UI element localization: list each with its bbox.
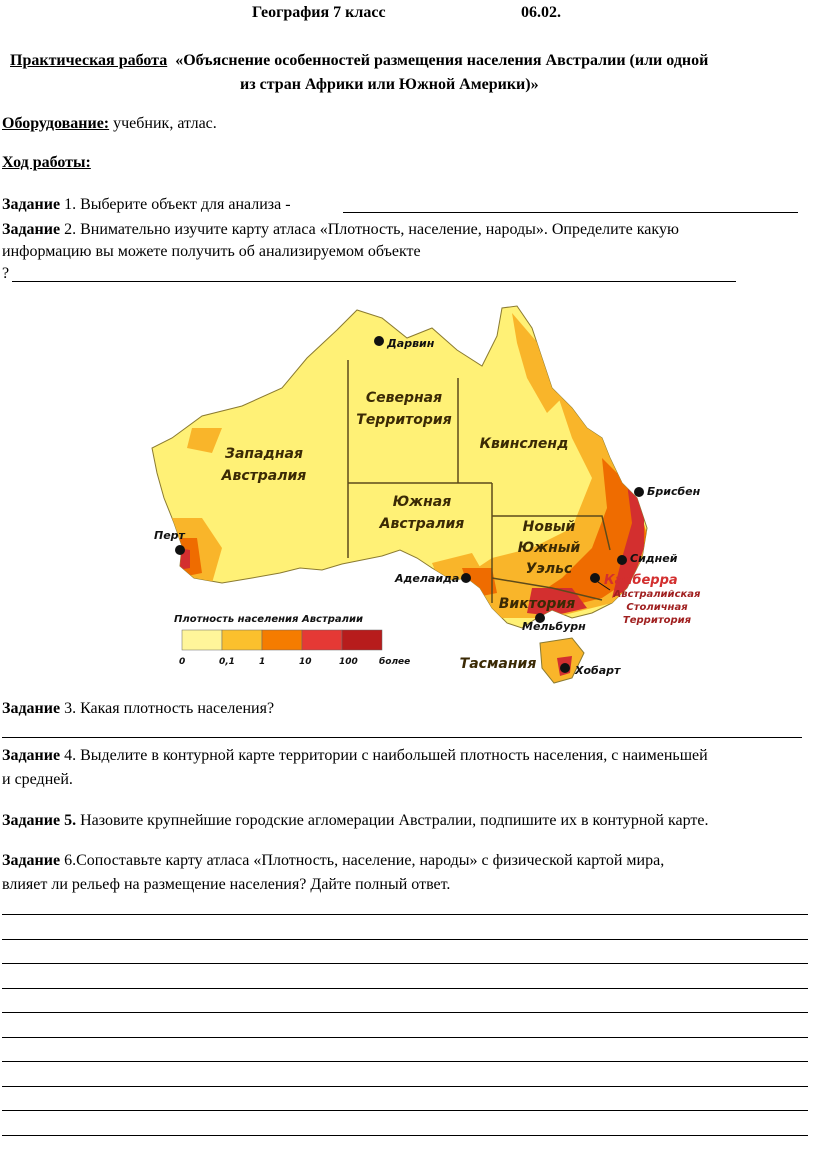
task-1-text: 1. Выберите объект для анализа -	[64, 196, 291, 213]
region-northern-territory-2: Территория	[356, 412, 452, 428]
act-label-2: Столичная	[626, 602, 688, 613]
act-label-3: Территория	[622, 615, 692, 626]
legend-tick: 0,1	[219, 657, 235, 667]
answer-line[interactable]	[2, 963, 808, 964]
procedure-label: Ход работы:	[2, 154, 91, 171]
region-tasmania: Тасмания	[459, 656, 537, 672]
answer-line[interactable]	[2, 939, 808, 940]
city-dot-perth	[175, 545, 185, 555]
legend-swatch	[182, 630, 222, 650]
answer-line[interactable]	[2, 1037, 808, 1038]
act-label-1: Австралийская	[613, 589, 701, 600]
work-title-line1	[10, 52, 708, 70]
task-3	[2, 700, 274, 718]
region-nsw: Новый	[522, 519, 576, 535]
task-3-answer-line[interactable]	[2, 737, 802, 738]
task-2-label: Задание	[2, 221, 61, 238]
work-title-prefix: Практическая работа	[10, 52, 168, 69]
legend-swatches	[182, 630, 382, 650]
task-6-text2: влияет ли рельеф на размещение населения? Дайте полный ответ.	[2, 876, 451, 893]
task-5	[2, 812, 709, 830]
city-dot-darwin	[374, 336, 384, 346]
city-dot-sydney	[617, 555, 627, 565]
work-title-line2: из стран Африки или Южной Америки)»	[240, 76, 539, 93]
city-dot-hobart	[560, 663, 570, 673]
task-6-label: Задание	[2, 852, 61, 869]
task-2-text2: информацию вы можете получить об анализируемом объекте	[2, 243, 421, 260]
answer-line[interactable]	[2, 1135, 808, 1136]
task-4-text2: и средней.	[2, 771, 73, 788]
task-3-label: Задание	[2, 700, 61, 717]
task-4-line1	[2, 747, 708, 765]
work-title-text: «Объяснение особенностей размещения населения Австралии (или одной	[175, 52, 709, 69]
region-northern-territory: Северная	[365, 390, 443, 406]
equipment-line	[2, 115, 217, 133]
task-1	[2, 196, 291, 214]
task-2-text1: 2. Внимательно изучите карту атласа «Плотность, население, народы». Определите какую	[64, 221, 679, 238]
legend-swatch	[342, 630, 382, 650]
equipment-label: Оборудование:	[2, 115, 110, 132]
city-sydney: Сидней	[630, 552, 678, 565]
task-1-answer-line[interactable]	[343, 212, 798, 213]
australia-density-map	[132, 288, 740, 698]
task-2-line1	[2, 221, 679, 239]
city-perth: Перт	[154, 529, 185, 542]
legend-tick: 100	[339, 657, 358, 667]
subject-heading: География 7 класс	[252, 4, 386, 21]
answer-line[interactable]	[2, 1061, 808, 1062]
legend-swatch	[302, 630, 342, 650]
date-heading: 06.02.	[521, 4, 561, 21]
task-3-text: 3. Какая плотность населения?	[64, 700, 275, 717]
task-5-label: Задание 5.	[2, 812, 77, 829]
legend-title: Плотность населения Австралии	[174, 614, 363, 625]
answer-line[interactable]	[2, 914, 808, 915]
city-darwin: Дарвин	[387, 337, 435, 350]
task-2-text3: ?	[2, 265, 10, 282]
region-nsw-3: Уэльс	[525, 561, 573, 577]
city-canberra: Канберра	[604, 573, 678, 588]
city-brisbane: Брисбен	[647, 485, 701, 498]
region-victoria: Виктория	[498, 596, 576, 612]
region-nsw-2: Южный	[517, 540, 581, 556]
legend-tick: 10	[299, 657, 312, 667]
answer-line[interactable]	[2, 1012, 808, 1013]
city-dot-adelaide	[461, 573, 471, 583]
city-dot-brisbane	[634, 487, 644, 497]
legend-swatch	[262, 630, 302, 650]
answer-line[interactable]	[2, 1086, 808, 1087]
task-6-text1: 6.Сопоставьте карту атласа «Плотность, население, народы» с физической картой мира,	[64, 852, 665, 869]
city-melbourne: Мельбурн	[522, 620, 586, 633]
region-western-australia-2: Австралия	[221, 468, 307, 484]
task-4-text1: 4. Выделите в контурной карте территории с наибольшей плотность населения, с наименьшей	[64, 747, 708, 764]
task-1-label: Задание	[2, 196, 61, 213]
city-hobart: Хобарт	[575, 664, 621, 677]
region-western-australia: Западная	[225, 446, 303, 462]
legend-tick: 1	[259, 657, 266, 667]
task-2-answer-line[interactable]	[12, 281, 736, 282]
region-south-australia: Южная	[392, 494, 452, 510]
equipment-value: учебник, атлас.	[113, 115, 217, 132]
answer-line[interactable]	[2, 1110, 808, 1111]
answer-line[interactable]	[2, 988, 808, 989]
legend-swatch	[222, 630, 262, 650]
city-dot-canberra	[590, 573, 600, 583]
task-5-text: Назовите крупнейшие городские агломерации Австралии, подпишите их в контурной карте.	[80, 812, 709, 829]
task-6-line1	[2, 852, 664, 870]
region-queensland: Квинсленд	[479, 436, 569, 452]
task-4-label: Задание	[2, 747, 61, 764]
city-adelaide: Аделаида	[395, 572, 460, 585]
legend-tick: 0	[179, 657, 186, 667]
legend-tick: более	[379, 657, 411, 667]
region-south-australia-2: Австралия	[379, 516, 465, 532]
